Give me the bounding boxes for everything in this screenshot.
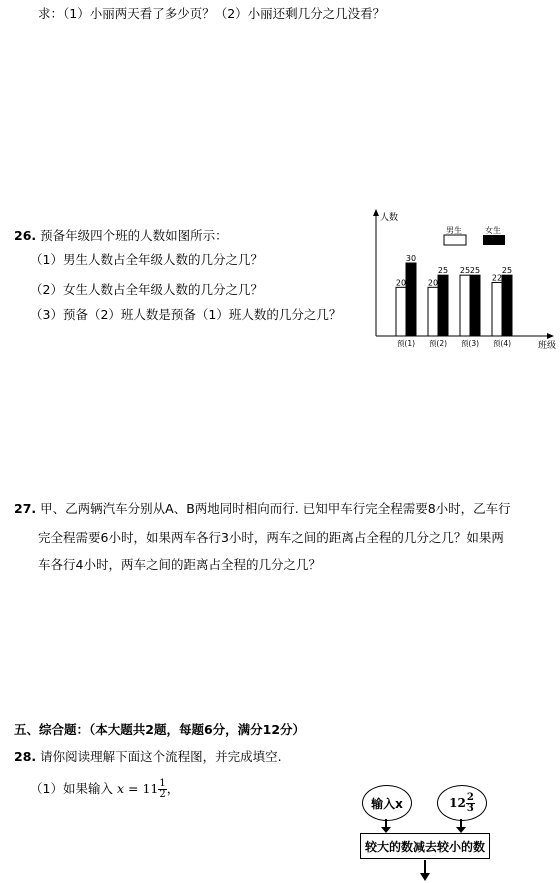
q28-sub1-prefix: （1）如果输入 xyxy=(30,781,113,796)
data-label-boys-2: 20 xyxy=(427,278,439,288)
bar-girls-4 xyxy=(502,275,512,336)
flow-constant-whole: 12 xyxy=(449,796,466,810)
category-label-4: 预(4) xyxy=(492,339,512,348)
flow-constant-numerator: 2 xyxy=(466,791,474,803)
category-label-1: 预(1) xyxy=(396,339,416,348)
q28-fraction-denominator: 2 xyxy=(159,789,166,800)
data-label-girls-4: 25 xyxy=(501,266,513,276)
data-label-boys-4: 22 xyxy=(491,273,503,283)
bar-girls-2 xyxy=(438,275,448,336)
q27-number: 27. xyxy=(14,501,37,516)
flow-input-label: 输入x xyxy=(371,796,403,811)
q27-line1-text: 甲、乙两辆汽车分别从A、B两地同时相向而行. 已知甲车行完全程需要8小时，乙车行 xyxy=(40,501,511,516)
legend-swatch-girls xyxy=(483,235,505,245)
section5-title: 五、综合题：（本大题共2题，每题6分，满分12分） xyxy=(14,722,306,737)
flow-constant-denominator: 3 xyxy=(466,802,474,814)
q26-stem-text: 预备年级四个班的人数如图所示： xyxy=(40,228,228,243)
data-label-girls-2: 25 xyxy=(437,266,449,276)
flow-constant-node xyxy=(437,785,487,821)
flow-process-label: 较大的数减去较小的数 xyxy=(364,839,485,854)
bar-boys-3 xyxy=(460,275,470,336)
q28-fraction xyxy=(158,779,166,800)
y-axis-label: 人数 xyxy=(380,213,399,223)
bar-boys-1 xyxy=(396,287,406,336)
bar-boys-2 xyxy=(428,287,438,336)
flow-arrow-down-head xyxy=(420,873,430,881)
q28-sub1 xyxy=(30,776,179,802)
q28-fraction-numerator: 1 xyxy=(159,778,166,789)
legend-swatch-boys xyxy=(444,235,466,245)
q28-stem xyxy=(14,749,282,765)
q28-stem-text: 请你阅读理解下面这个流程图，并完成填空. xyxy=(40,749,282,764)
legend-label-girls: 女生 xyxy=(485,226,501,235)
q27-line1 xyxy=(14,501,511,517)
q26-stem xyxy=(14,228,228,244)
q25-ask-line: 求：（1）小丽两天看了多少页？（2）小丽还剩几分之几没看？ xyxy=(38,6,386,21)
bar-girls-1 xyxy=(406,263,416,336)
q27-line2: 完全程需要6小时，如果两车各行3小时，两车之间的距离占全程的几分之几？如果两 xyxy=(38,530,504,545)
flow-constant-fraction xyxy=(466,793,475,814)
q26-sub1: （1）男生人数占全年级人数的几分之几？ xyxy=(30,252,263,267)
q28-sub1-suffix: ， xyxy=(166,781,180,796)
x-axis-label: 班级 xyxy=(538,341,557,351)
data-label-girls-1: 30 xyxy=(405,254,417,263)
bar-group xyxy=(396,254,512,348)
bar-girls-3 xyxy=(470,275,480,336)
data-label-boys-1: 20 xyxy=(395,278,407,288)
q26-sub2: （2）女生人数占全年级人数的几分之几？ xyxy=(30,282,263,297)
flow-process-box xyxy=(360,833,490,859)
x-axis-arrow xyxy=(547,333,554,339)
data-label-girls-3: 25 xyxy=(469,266,481,276)
bar-boys-4 xyxy=(492,282,502,336)
q28-number: 28. xyxy=(14,749,37,764)
q28-var-x: x xyxy=(116,781,125,796)
category-label-3: 预(3) xyxy=(460,339,480,348)
q28-mixed-whole: 11 xyxy=(142,781,159,796)
category-label-2: 预(2) xyxy=(428,339,448,348)
q26-sub3: （3）预备（2）班人数是预备（1）班人数的几分之几？ xyxy=(30,307,342,322)
q28-equals: = xyxy=(128,781,139,796)
data-label-boys-3: 25 xyxy=(459,266,471,276)
flow-input-node xyxy=(362,785,412,821)
legend-label-boys: 男生 xyxy=(446,226,462,235)
q26-number: 26. xyxy=(14,228,37,243)
class-size-bar-chart xyxy=(366,208,558,358)
y-axis-arrow xyxy=(373,209,379,216)
q27-line3: 车各行4小时，两车之间的距离占全程的几分之几？ xyxy=(38,557,321,572)
